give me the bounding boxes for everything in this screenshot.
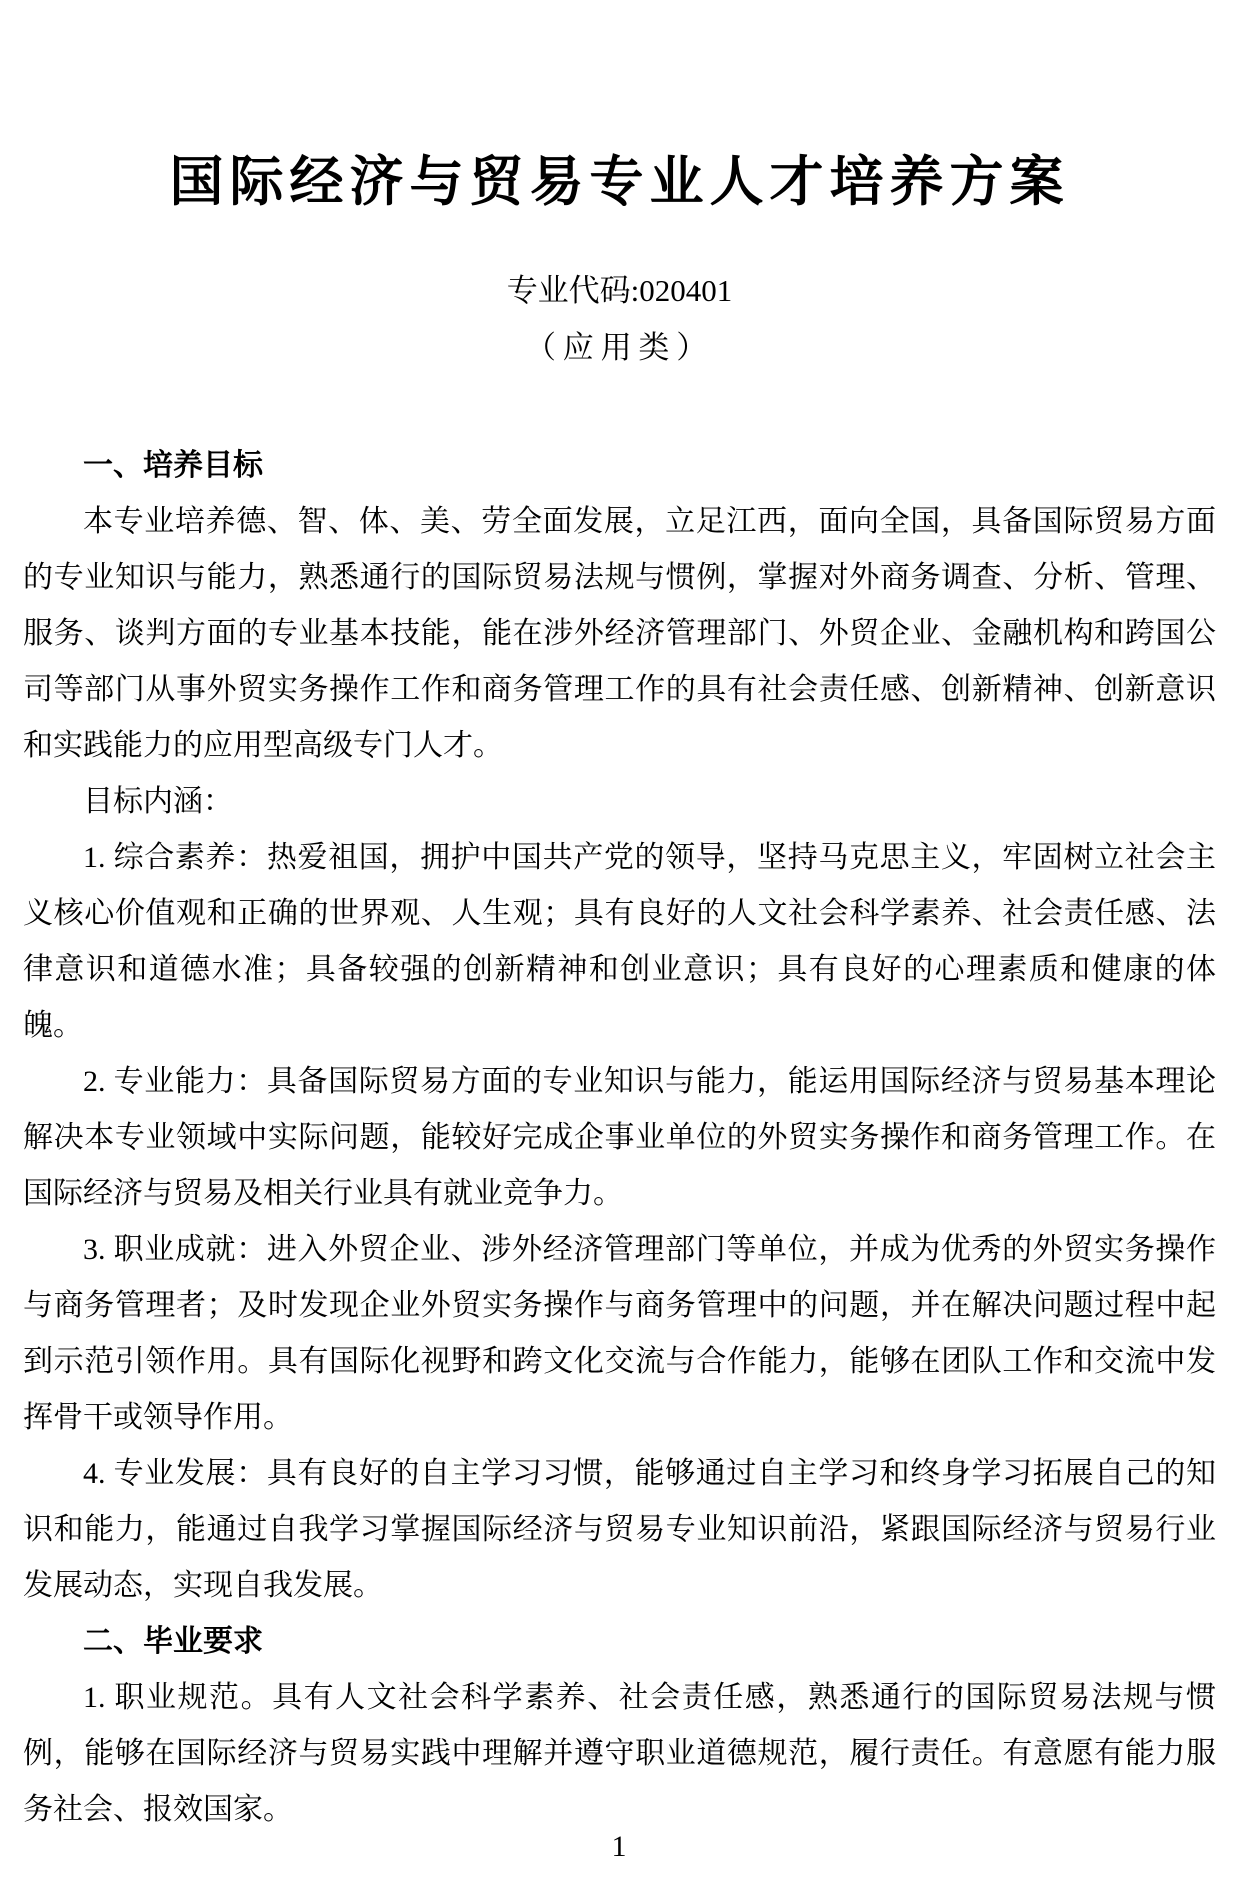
document-title: 国际经济与贸易专业人才培养方案 xyxy=(169,152,1070,212)
section-heading-graduation-requirements: 二、毕业要求 xyxy=(83,1625,263,1658)
body-paragraph-item-1: 1. 综合素养：热爱祖国，拥护中国共产党的领导，坚持马克思主义，牢固树立社会主义核心价值观和正确的世界观、人生观；具有良好的人文社会科学素养、社会责任感、法律意识和道德水准；具备较强的创新精神和创业意识；具有良好的心理素质和健康的体魄。 xyxy=(23,841,1216,1042)
body-paragraph-item-3: 3. 职业成就：进入外贸企业、涉外经济管理部门等单位，并成为优秀的外贸实务操作与商务管理者；及时发现企业外贸实务操作与商务管理中的问题，并在解决问题过程中起到示范引领作用。具有国际化视野和跨文化交流与合作能力，能够在团队工作和交流中发挥骨干或领导作用。 xyxy=(23,1233,1216,1434)
page-number: 1 xyxy=(611,1830,627,1863)
body-paragraph-item-2: 2. 专业能力：具备国际贸易方面的专业知识与能力，能运用国际经济与贸易基本理论解决本专业领域中实际问题，能较好完成企事业单位的外贸实务操作和商务管理工作。在国际经济与贸易及相关行业具有就业竞争力。 xyxy=(23,1065,1216,1210)
major-code: 专业代码:020401 xyxy=(506,273,733,308)
body-paragraph-objective-connotation: 目标内涵： xyxy=(83,785,233,818)
document-body xyxy=(23,438,1216,1838)
category-label: （应用类） xyxy=(524,330,715,365)
section-heading-training-objectives: 一、培养目标 xyxy=(83,449,263,482)
body-paragraph-requirement-1: 1. 职业规范。具有人文社会科学素养、社会责任感，熟悉通行的国际贸易法规与惯例，能够在国际经济与贸易实践中理解并遵守职业道德规范，履行责任。有意愿有能力服务社会、报效国家。 xyxy=(23,1681,1216,1826)
body-paragraph-item-4: 4. 专业发展：具有良好的自主学习习惯，能够通过自主学习和终身学习拓展自己的知识和能力，能通过自我学习掌握国际经济与贸易专业知识前沿，紧跟国际经济与贸易行业发展动态，实现自我发展。 xyxy=(23,1457,1216,1602)
body-paragraph: 本专业培养德、智、体、美、劳全面发展，立足江西，面向全国，具备国际贸易方面的专业知识与能力，熟悉通行的国际贸易法规与惯例，掌握对外商务调查、分析、管理、服务、谈判方面的专业基本技能，能在涉外经济管理部门、外贸企业、金融机构和跨国公司等部门从事外贸实务操作工作和商务管理工作的具有社会责任感、创新精神、创新意识和实践能力的应用型高级专门人才。 xyxy=(23,505,1216,762)
